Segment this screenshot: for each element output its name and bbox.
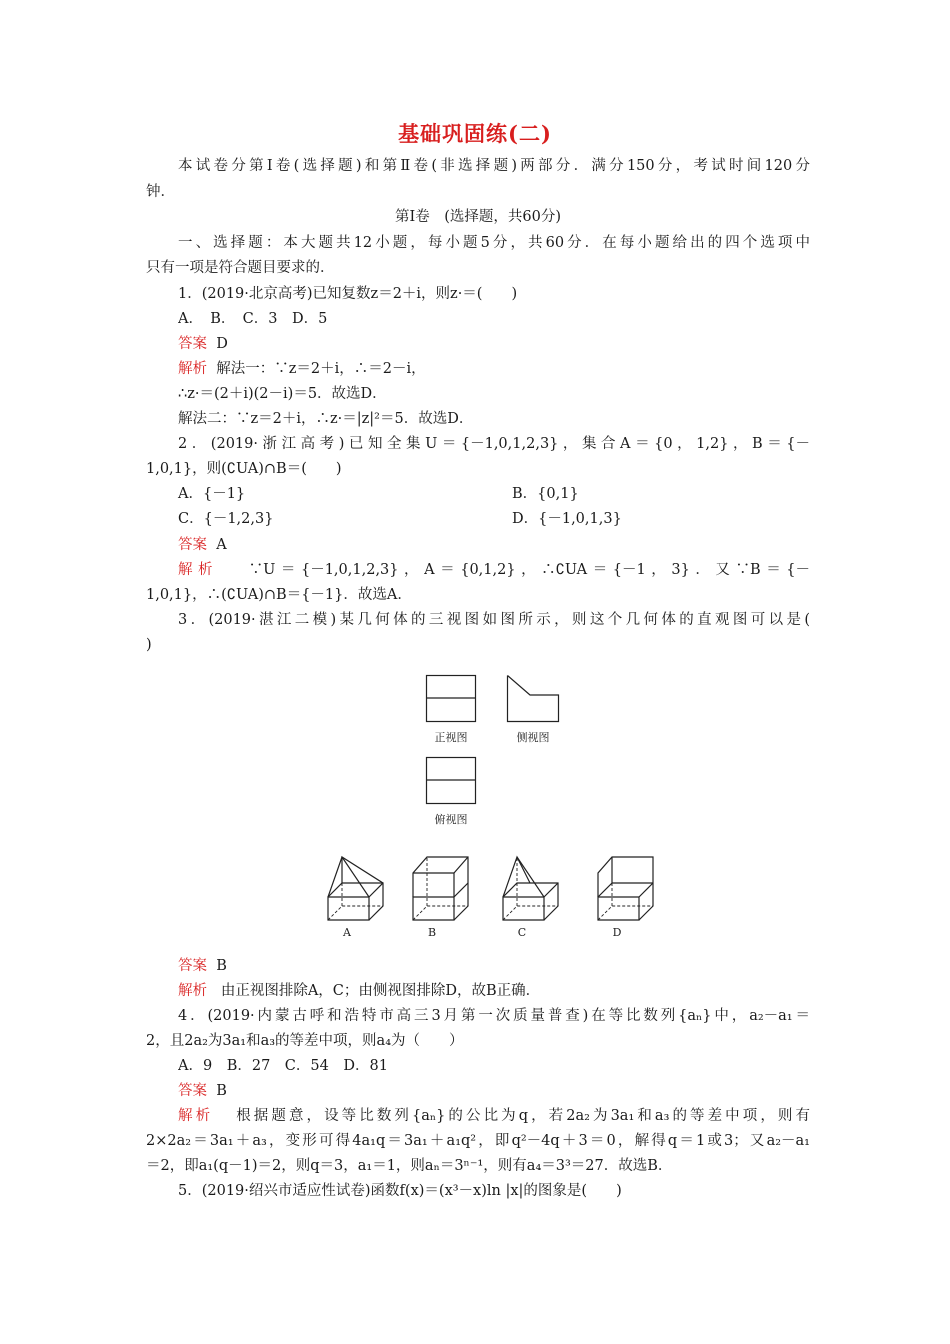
solid-choice-a — [325, 855, 391, 921]
q4-answer: B — [216, 1083, 227, 1099]
front-view-label: 正视图 — [434, 731, 468, 744]
q3-answer: B — [216, 958, 227, 974]
section1-line-1: 一、选择题：本大题共12小题，每小题5分，共60分．在每小题给出的四个选项中 — [178, 235, 810, 251]
answer-label: 答案 — [178, 1083, 207, 1099]
q2-answer-line — [178, 535, 810, 555]
solid-choice-c — [500, 855, 566, 921]
choice-d-label: D — [612, 926, 622, 939]
q1-options: A． B． C．3 D．5 — [178, 311, 328, 327]
side-view-label: 侧视图 — [516, 731, 550, 744]
choice-c-label: C — [517, 926, 527, 939]
q1-analysis-line-3: 解法二：∵z＝2＋i，∴z·＝|z|²＝5．故选D． — [178, 411, 474, 427]
analysis-label: 解析 — [178, 562, 219, 578]
solid-choice-b — [410, 855, 476, 921]
q4-stem-line-1: 4．(2019·内蒙古呼和浩特市高三3月第一次质量普查)在等比数列{aₙ}中，a₂－a₁＝ — [178, 1008, 810, 1024]
q2-answer: A — [216, 537, 227, 553]
q2-analysis-1: ∵U＝{－1,0,1,2,3}，A＝{0,1,2}，∴∁UA＝{－1，3}．又∵B＝{－ — [248, 562, 810, 578]
q2-option-b: B．{0,1} — [512, 486, 579, 502]
q1-analysis-line-1 — [178, 359, 810, 379]
q3-answer-line — [178, 956, 810, 976]
q4-analysis-line-2: 2×2a₂＝3a₁＋a₃，变形可得4a₁q＝3a₁＋a₁q²，即q²－4q＋3＝0，解得q＝1或3；又a₂－a₁ — [146, 1133, 810, 1149]
analysis-label: 解析 — [178, 1108, 214, 1124]
q5-stem: 5．(2019·绍兴市适应性试卷)函数f(x)＝(x³－x)ln |x|的图象是( ) — [178, 1183, 622, 1199]
q2-analysis-line-2: 1,0,1}，∴(∁UA)∩B＝{－1}．故选A． — [146, 587, 412, 603]
part1-heading: 第Ⅰ卷 (选择题，共60分) — [395, 209, 561, 225]
q4-answer-line — [178, 1081, 810, 1101]
q3-analysis-line — [178, 981, 810, 1001]
side-view-figure — [507, 675, 559, 723]
q3-analysis: 由正视图排除A，C；由侧视图排除D，故B正确． — [220, 983, 541, 999]
section1-line-2: 只有一项是符合题目要求的． — [146, 260, 335, 276]
q4-options: A．9 B．27 C．54 D．81 — [178, 1058, 388, 1074]
analysis-label: 解析 — [178, 983, 207, 999]
q1-answer-line — [178, 334, 810, 354]
choice-b-label: B — [427, 926, 437, 939]
top-view-label: 俯视图 — [434, 813, 468, 826]
q2-option-d: D．{－1,0,1,3} — [512, 511, 622, 527]
q2-stem-line-2: 1,0,1}，则(∁UA)∩B＝( ) — [146, 461, 342, 477]
analysis-label: 解析 — [178, 361, 207, 377]
q2-analysis-line-1 — [178, 560, 810, 580]
q4-analysis-1: 根据题意，设等比数列{aₙ}的公比为q，若2a₂为3a₁和a₃的等差中项，则有 — [236, 1108, 810, 1124]
q1-analysis-1: 解法一：∵z＝2＋i，∴＝2－i， — [216, 361, 426, 377]
answer-label: 答案 — [178, 336, 207, 352]
document-title: 基础巩固练(二) — [398, 121, 552, 146]
q2-option-a: A．{－1} — [178, 486, 246, 502]
q3-stem-line-1: 3．(2019·湛江二模)某几何体的三视图如图所示，则这个几何体的直观图可以是( — [178, 612, 810, 628]
solid-choice-d — [595, 855, 661, 921]
answer-label: 答案 — [178, 537, 207, 553]
q1-analysis-line-2: ∴z·＝(2＋i)(2－i)＝5．故选D． — [178, 386, 387, 402]
q1-answer: D — [216, 336, 228, 352]
q4-analysis-line-3: ＝2，即a₁(q－1)＝2，则q＝3，a₁＝1，则aₙ＝3ⁿ⁻¹，则有a₄＝3³＝27．故选B． — [146, 1158, 673, 1174]
intro-line-2: 钟． — [146, 184, 175, 200]
q3-stem-line-2: ) — [146, 637, 152, 653]
intro-line-1: 本试卷分第Ⅰ卷(选择题)和第Ⅱ卷(非选择题)两部分．满分150分，考试时间120分 — [178, 158, 810, 174]
q1-stem: 1．(2019·北京高考)已知复数z＝2＋i，则z·＝( ) — [178, 286, 518, 302]
choice-a-label: A — [343, 926, 351, 939]
q4-stem-line-2: 2，且2a₂为3a₁和a₃的等差中项，则a₄为（ ） — [146, 1033, 464, 1049]
answer-label: 答案 — [178, 958, 207, 974]
q2-option-c: C．{－1,2,3} — [178, 511, 274, 527]
top-view-figure — [426, 757, 476, 805]
q2-stem-line-1: 2．(2019·浙江高考)已知全集U＝{－1,0,1,2,3}，集合A＝{0，1,2}，B＝{－ — [178, 436, 810, 452]
q4-analysis-line-1 — [178, 1106, 810, 1126]
front-view-figure — [426, 675, 476, 723]
